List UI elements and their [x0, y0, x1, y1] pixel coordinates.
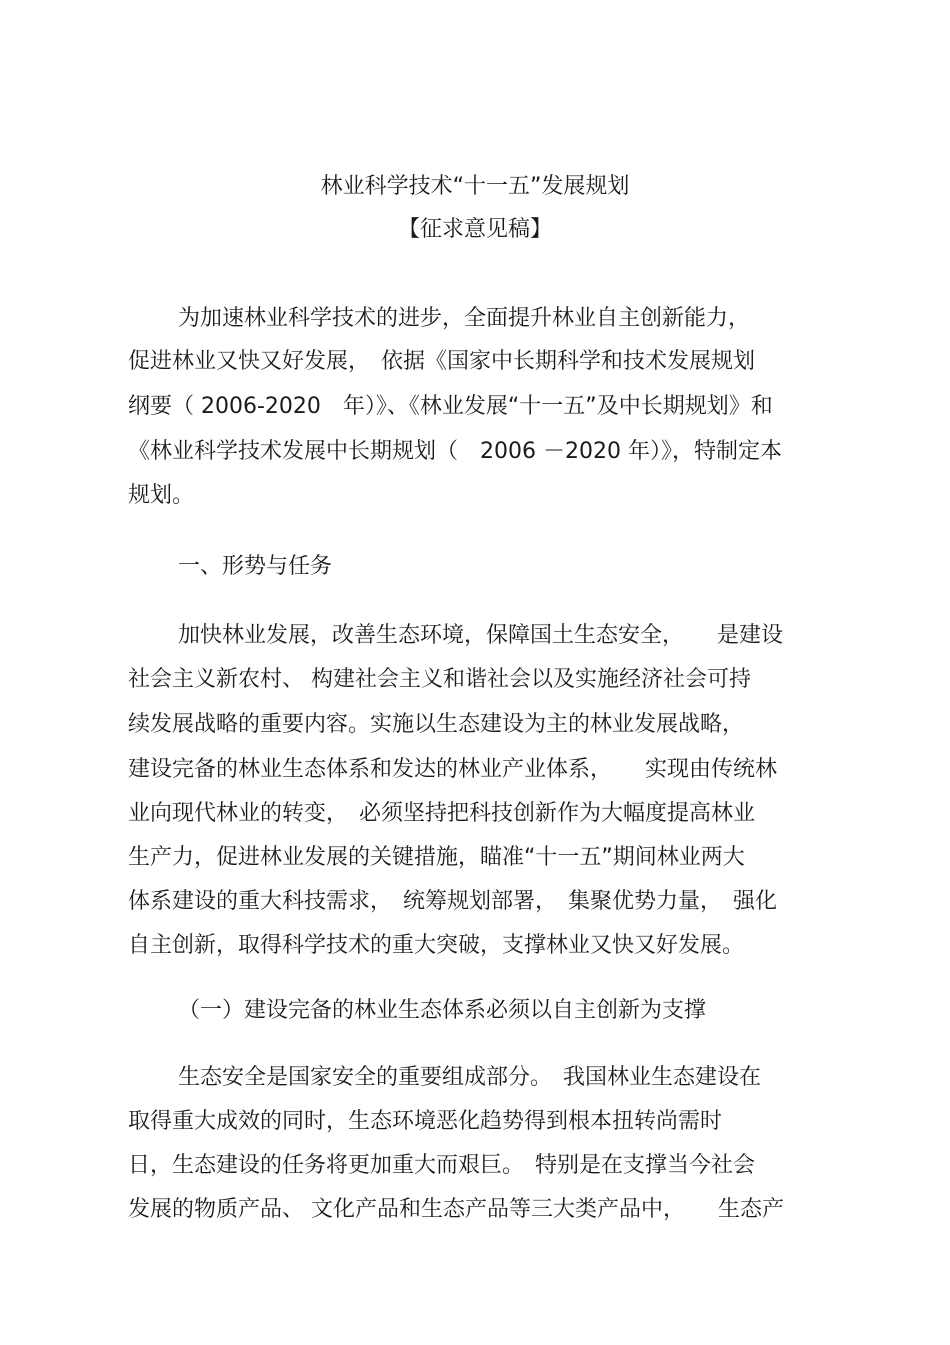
paragraph-line: 规划。 — [128, 483, 195, 508]
paragraph-line: 日，生态建设的任务将更加重大而艰巨。 特别是在支撑当今社会 — [128, 1153, 756, 1178]
paragraph-line: 社会主义新农村、 构建社会主义和谐社会以及实施经济社会可持 — [128, 667, 751, 692]
paragraph-line: 加快林业发展，改善生态环境，保障国土生态安全， 是建设 — [178, 623, 784, 648]
paragraph-line: 《林业科学技术发展中长期规划（ 2006 －2020 年）》，特制定本 — [128, 439, 782, 464]
paragraph-line: 发展的物质产品、 文化产品和生态产品等三大类产品中， 生态产 — [128, 1197, 784, 1222]
paragraph-line: 业向现代林业的转变， 必须坚持把科技创新作为大幅度提高林业 — [128, 801, 756, 826]
paragraph-line: 自主创新，取得科学技术的重大突破，支撑林业又快又好发展。 — [128, 933, 745, 958]
section-heading: 一、形势与任务 — [178, 554, 333, 579]
paragraph-line: 生态安全是国家安全的重要组成部分。 我国林业生态建设在 — [178, 1065, 762, 1090]
paragraph-line: 纲要（ 2006-2020 年）》、《林业发展“十一五”及中长期规划》和 — [128, 394, 773, 419]
document-subtitle: 【征求意见稿】 — [397, 217, 552, 242]
paragraph-line: 为加速林业科学技术的进步，全面提升林业自主创新能力， — [178, 306, 751, 331]
paragraph-line: 取得重大成效的同时，生态环境恶化趋势得到根本扭转尚需时 — [128, 1109, 723, 1134]
paragraph-line: 生产力，促进林业发展的关键措施，瞄准“十一五”期间林业两大 — [128, 845, 745, 870]
paragraph-line: 促进林业又快又好发展， 依据《国家中长期科学和技术发展规划 — [128, 349, 756, 374]
paragraph-line: 建设完备的林业生态体系和发达的林业产业体系， 实现由传统林 — [128, 757, 778, 782]
paragraph-line: 体系建设的重大科技需求， 统筹规划部署， 集聚优势力量， 强化 — [128, 889, 778, 914]
paragraph-line: 续发展战略的重要内容。实施以生态建设为主的林业发展战略， — [128, 712, 745, 737]
document-title: 林业科学技术“十一五”发展规划 — [320, 174, 630, 199]
subsection-heading: （一）建设完备的林业生态体系必须以自主创新为支撑 — [178, 998, 707, 1023]
